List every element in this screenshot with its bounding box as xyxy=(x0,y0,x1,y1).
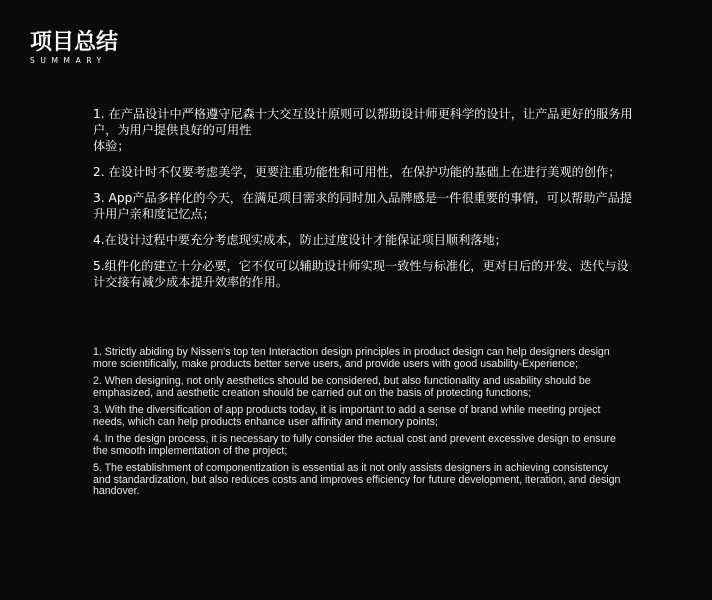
chinese-summary-text: 4.在设计过程中要充分考虑现实成本，防止过度设计才能保证项目顺利落地； xyxy=(93,233,507,247)
english-summary-item: 4. In the design process, it is necessary to fully consider the actual cost and prevent excessive design to ensure the smooth implementation of the project; xyxy=(93,433,616,457)
section-title: 项目总结 xyxy=(30,30,119,55)
chinese-summary-list xyxy=(93,106,633,300)
chinese-summary-item xyxy=(93,190,633,222)
chinese-summary-item xyxy=(93,232,633,248)
chinese-summary-item xyxy=(93,258,633,290)
english-summary-item: 3. With the diversification of app products today, it is important to add a sense of brand while meeting project needs, which can help products enhance user affinity and memory points; xyxy=(93,404,601,428)
section-subtitle: SUMMARY xyxy=(30,56,107,65)
english-summary-item: 5. The establishment of componentization is essential as it not only assists designers in achieving consistency and standardization, but also reduces costs and improves efficiency for future development, iteration, and design handover. xyxy=(93,462,621,497)
chinese-summary-text: 1. 在产品设计中严格遵守尼森十大交互设计原则可以帮助设计师更科学的设计，让产品更好的服务用户，为用户提供良好的可用性 xyxy=(93,107,633,137)
english-summary-item: 1. Strictly abiding by Nissen's top ten Interaction design principles in product design can help designers design more scientifically, make products better serve users, and provide users with good usability-Experience; xyxy=(93,346,610,370)
chinese-summary-text: 5.组件化的建立十分必要，它不仅可以辅助设计师实现一致性与标准化，更对日后的开发、迭代与设计交接有减少成本提升效率的作用。 xyxy=(93,259,629,289)
english-summary-item: 2. When designing, not only aesthetics should be considered, but also functionality and usability should be emphasized, and aesthetic creation should be carried out on the basis of protecting functions; xyxy=(93,375,591,399)
chinese-summary-text: 3. App产品多样化的今天，在满足项目需求的同时加入品牌感是一件很重要的事情，可以帮助产品提升用户亲和度记忆点； xyxy=(93,191,632,221)
chinese-summary-text: 2. 在设计时不仅要考虑美学，更要注重功能性和可用性，在保护功能的基础上在进行美观的创作； xyxy=(93,165,621,179)
chinese-summary-item xyxy=(93,106,633,154)
english-summary-list xyxy=(93,347,623,504)
section-header xyxy=(30,31,150,65)
chinese-summary-continuation: 体验； xyxy=(93,139,130,153)
chinese-summary-item xyxy=(93,164,633,180)
